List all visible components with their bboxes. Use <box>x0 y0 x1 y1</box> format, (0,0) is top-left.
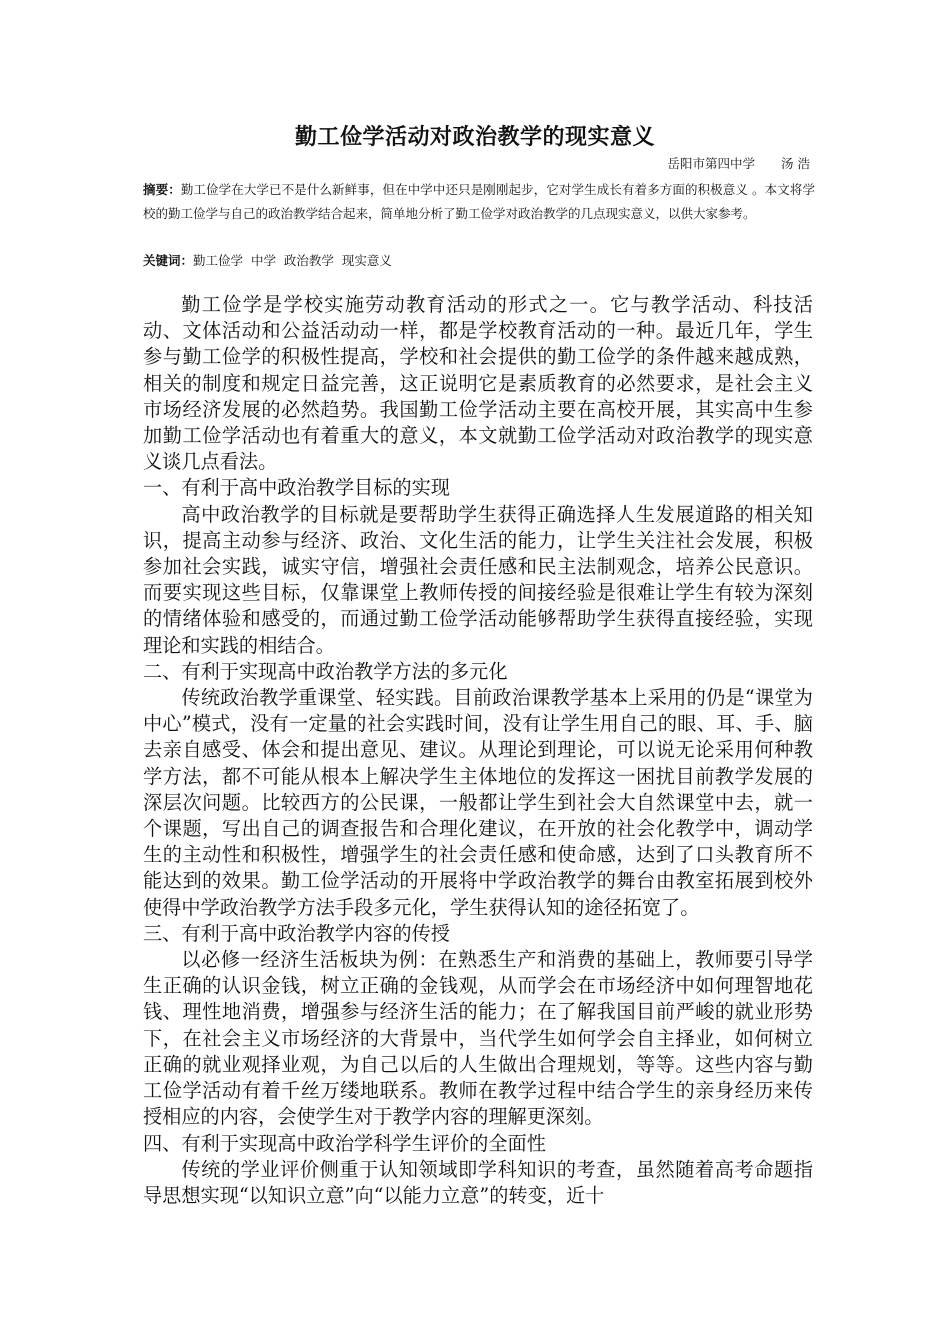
keywords-label: 关键词： <box>143 253 194 268</box>
paragraph-intro: 勤工俭学是学校实施劳动教育活动的形式之一。它与教学活动、科技活动、文体活动和公益活动动一样，都是学校教育活动的一种。最近几年，学生参与勤工俭学的积极性提高，学校和社会提供的勤工俭学的条件越来越成熟，相关的制度和规定日益完善，这正说明它是素质教育的必然要求，是社会主义市场经济发展的必然趋势。我国勤工俭学活动主要在高校开展，其实高中生参加勤工俭学活动也有着重大的意义，本文就勤工俭学活动对政治教学的现实意义谈几点看法。 <box>143 293 813 474</box>
document-title: 勤工俭学活动对政治教学的现实意义 <box>294 124 655 150</box>
section-heading-1: 一、有利于高中政治教学目标的实现 <box>143 476 450 500</box>
keywords <box>143 250 392 272</box>
body-text <box>143 292 813 1209</box>
author-school: 岳阳市第四中学 <box>667 156 756 171</box>
keywords-text: 勤工俭学 中学 政治教学 现实意义 <box>193 253 392 268</box>
paragraph-section-1: 高中政治教学的目标就是要帮助学生获得正确选择人生发展道路的相关知识，提高主动参与经济、政治、文化生活的能力，让学生关注社会发展，积极参加社会实践，诚实守信，增强社会责任感和民主法制观念，培养公民意识。而要实现这些目标，仅靠课堂上教师传授的间接经验是很难让学生有较为深刻的情绪体验和感受的，而通过勤工俭学活动能够帮助学生获得直接经验，实现理论和实践的相结合。 <box>143 502 813 657</box>
abstract-text: 勤工俭学在大学已不是什么新鲜事，但在中学中还只是刚刚起步，它对学生成长有着多方面的积极意义 。本文将学校的勤工俭学与自己的政治教学结合起来，简单地分析了勤工俭学对政治教学的几点现实意义，以供大家参考。 <box>143 182 815 221</box>
paragraph-section-3: 以必修一经济生活板块为例：在熟悉生产和消费的基础上，教师要引导学生正确的认识金钱，树立正确的金钱观，从而学会在市场经济中如何理智地花钱、理性地消费，增强参与经济生活的能力；在了解我国目前严峻的就业形势下，在社会主义市场经济的大背景中，当代学生如何学会自主择业，如何树立正确的就业观择业观，为自己以后的人生做出合理规划，等等。这些内容与勤工俭学活动有着千丝万缕地联系。教师在教学过程中结合学生的亲身经历来传授相应的内容，会使学生对于教学内容的理解更深刻。 <box>143 948 813 1129</box>
section-heading-3: 三、有利于高中政治教学内容的传授 <box>143 921 450 945</box>
section-heading-2: 二、有利于实现高中政治教学方法的多元化 <box>143 659 508 683</box>
paragraph-section-2: 传统政治教学重课堂、轻实践。目前政治课教学基本上采用的仍是“课堂为中心”模式，没有一定量的社会实践时间，没有让学生用自己的眼、耳、手、脑去亲自感受、体会和提出意见、建议。从理论到理论，可以说无论采用何种教学方法，都不可能从根本上解决学生主体地位的发挥这一困扰目前教学发展的深层次问题。比较西方的公民课，一般都让学生到社会大自然课堂中去，就一个课题，写出自己的调查报告和合理化建议，在开放的社会化教学中，调动学生的主动性和积极性，增强学生的社会责任感和使命感，达到了口头教育所不能达到的效果。勤工俭学活动的开展将中学政治教学的舞台由教室拓展到校外使得中学政治教学方法手段多元化，学生获得认知的途径拓宽了。 <box>143 686 813 919</box>
paragraph-section-4: 传统的学业评价侧重于认知领域即学科知识的考查，虽然随着高考命题指导思想实现“以知识立意”向“以能力立意”的转变，近十 <box>143 1157 813 1207</box>
abstract-label: 摘要： <box>143 182 181 197</box>
author-name: 汤 浩 <box>781 156 810 171</box>
author-line <box>668 155 811 173</box>
abstract <box>143 178 815 226</box>
section-heading-4: 四、有利于实现高中政治学科学生评价的全面性 <box>143 1131 546 1155</box>
